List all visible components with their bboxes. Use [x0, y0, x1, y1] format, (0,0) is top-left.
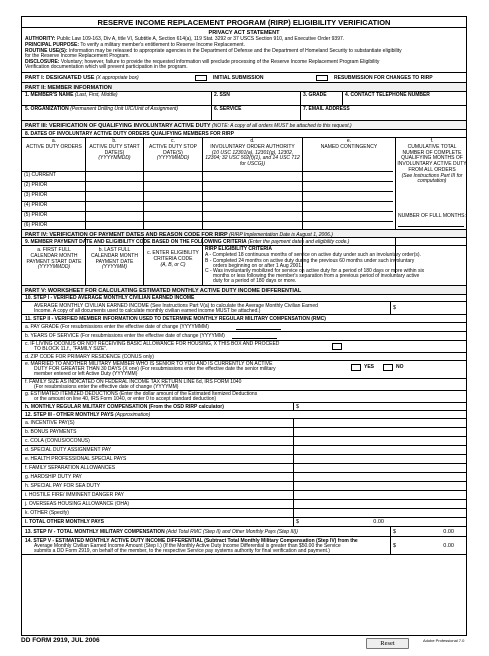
zip-code-label: d. ZIP CODE FOR PRIMARY RESIDENCE (CONUS only)	[25, 353, 154, 360]
deductions-label-2: or the amount on line 40, IRS Form 1040, or enter 0 to accept standard deduction)	[34, 396, 217, 402]
ssn-label: 2. SSN	[214, 92, 230, 98]
step-5-text-1: 14. STEP V - ESTIMATED MONTHLY ACTIVE DUTY INCOME DIFFERENTIAL (Subtract Total Monthly Military Compensation (Step IV) from the	[25, 537, 358, 544]
grade-label: 3. GRADE	[303, 92, 327, 98]
criteria-a: A - Completed 18 continuous months of service on active duty under such an involuntary order(s).	[205, 252, 421, 258]
pay-grade-date-field[interactable]	[236, 325, 281, 330]
criteria-c-line-1: C - Was involuntarily mobilized for service on active duty for a period of 180 days or more within six	[205, 268, 425, 274]
member-info-row-2	[22, 106, 466, 121]
part-3-note: (NOTE: A copy of all orders MUST be attached to this request.)	[211, 123, 352, 129]
col-c-header: c. ACTIVE DUTY STOP DATE(S) (YYYYMMDD)	[149, 138, 197, 162]
part-4-header	[22, 229, 466, 238]
step-2b-row	[22, 332, 466, 341]
initial-submission-checkbox[interactable]	[195, 75, 207, 81]
orders-row-prior: (3) PRIOR	[24, 192, 48, 198]
family-size-label-2: (For resubmissions enter the effective date of change (YYYYMM)	[34, 384, 179, 390]
step-2f-row	[22, 379, 466, 391]
organization-hint: (Permanent Drilling Unit UIC/Unit of Assignment)	[70, 106, 179, 112]
income-differential-field[interactable]: $ 0.00	[390, 537, 466, 554]
criteria-code-header: c. ENTER ELIGIBILITY CRITERIA CODE (A, B, or C)	[147, 250, 199, 268]
other-pay-amount-field[interactable]	[293, 509, 390, 517]
other-pay-amount-field[interactable]	[293, 446, 390, 454]
total-other-pays-field[interactable]: $ 0.00	[293, 518, 390, 526]
part-1-row	[22, 73, 466, 83]
other-pay-row: f. FAMILY SEPARATION ALLOWANCES	[22, 464, 466, 473]
full-months-label: NUMBER OF FULL MONTHS:	[398, 213, 466, 219]
form-title-row	[22, 17, 466, 28]
form-number: DD FORM 2919, JUL 2006	[21, 637, 100, 644]
orders-row-prior: (6) PRIOR	[24, 222, 48, 228]
step-5-row	[22, 537, 466, 555]
step-2h-row	[22, 403, 466, 411]
col-e-header: e. NAMED CONTINGENCY	[320, 138, 378, 150]
disclosure-text-2: Verification documentation which will prevent participation in the program.	[25, 64, 188, 70]
orders-row-prior: (5) PRIOR	[24, 212, 48, 218]
software-label: Adobe Professional 7.0	[423, 638, 465, 643]
orders-row-prior: (4) PRIOR	[24, 202, 48, 208]
other-pay-row: e. HEALTH PROFESSIONAL SPECIAL PAYS	[22, 455, 466, 464]
other-pay-amount-field[interactable]	[293, 464, 390, 472]
other-pay-row: d. SPECIAL DUTY ASSIGNMENT PAY	[22, 446, 466, 455]
part-5-label: PART V: WORKSHEET FOR CALCULATING ESTIMATED MONTHLY ACTIVE DUTY INCOME DIFFERENTIAL	[25, 288, 302, 294]
other-pay-amount-field[interactable]	[293, 500, 390, 508]
other-pay-amount-field[interactable]	[293, 482, 390, 490]
block-8-title: 8. DATES OF INVOLUNTARY ACTIVE DUTY ORDERS QUALIFYING MEMBERS FOR RIRP	[25, 130, 234, 137]
part-4-label: PART IV: VERIFICATION OF PAYMENT DATES AND REASON CODE FOR RIRP	[25, 232, 228, 238]
other-pay-amount-field[interactable]	[293, 419, 390, 427]
oconus-checkbox[interactable]	[332, 343, 342, 350]
oconus-label-2: TO BLOCK 11.f., "FAMILY SIZE".	[34, 346, 108, 352]
step-3-hint: (Approximation)	[114, 411, 151, 418]
civilian-income-field[interactable]: $	[390, 302, 466, 314]
col-f-header: f. CUMULATIVE TOTAL NUMBER OF COMPLETE QUALIFYING MONTHS OF INVOLUNTARY ACTIVE DUTY FROM ALL ORDERS (See Instructions Part III for computation)	[397, 138, 467, 185]
total-other-pays-label: l. TOTAL OTHER MONTHLY PAYS	[25, 519, 104, 525]
dd-form-2919	[21, 16, 467, 636]
family-size-label-1: f. FAMILY SIZE AS INDICATED ON FEDERAL INCOME TAX RETURN LINE 6d, IRS FORM 1040	[25, 379, 242, 385]
part-5-header	[22, 286, 466, 295]
other-pay-row: i. HOSTILE FIRE/ IMMINENT DANGER PAY	[22, 491, 466, 500]
other-pay-row: h. SPECIAL PAY FOR SEA DUTY	[22, 482, 466, 491]
other-pay-row: b. BONUS PAYMENTS	[22, 428, 466, 437]
years-service-label: b. YEARS OF SERVICE (For resubmissions enter the effective date of change (YYYYMM)	[25, 333, 225, 339]
part-1-hint: (X appropriate box)	[95, 75, 139, 81]
criteria-b-line-2: orders beginning on or after 1 Aug 2001.	[213, 262, 303, 269]
step-1-title: 10. STEP I - VERIFIED AVERAGE MONTHLY CIVILIAN EARNED INCOME	[25, 295, 195, 301]
privacy-act-section	[22, 28, 466, 73]
telephone-label: 4. CONTACT TELEPHONE NUMBER	[345, 92, 430, 98]
married-label-1: e. MARRIED TO ANOTHER MILITARY MEMBER WHO IS SENIOR TO YOU AND IS CURRENTLY ON ACTIVE	[25, 361, 273, 367]
routine-text-1: Information may be released to appropriate agencies in the Department of Defense and the Department of Homeland Security to substantiate eligibility	[68, 48, 402, 54]
part-3-label: PART III: VERIFICATION OF QUALIFYING INVOLUNTARY ACTIVE DUTY	[25, 123, 211, 129]
payment-start-header: a. FIRST FULL CALENDAR MONTH PAYMENT START DATE (YYYYMMDD)	[26, 247, 82, 271]
criteria-c-line-2: months or less following the member's separation from a previous period of involuntary active	[213, 273, 420, 279]
total-other-pays-value: 0.00	[373, 518, 384, 525]
member-name-hint: (Last, First, Middle)	[74, 92, 118, 98]
resubmission-checkbox[interactable]	[316, 75, 328, 81]
step-2a-row	[22, 323, 466, 332]
married-no-label: NO	[396, 364, 404, 370]
married-label-2: DUTY FOR GREATER THAN 30 DAYS (X one) (For resubmissions enter the effective date the senior military	[34, 366, 276, 372]
rmc-label: h. MONTHLY REGULAR MILITARY COMPENSATION (From the OSD RIRP calculator)	[25, 403, 224, 410]
privacy-heading: PRIVACY ACT STATEMENT	[208, 30, 280, 36]
other-pay-row: k. OTHER (Specify)	[22, 509, 466, 518]
step-1-title-row	[22, 295, 466, 302]
other-pay-amount-field[interactable]	[293, 455, 390, 463]
criteria-c-line-3: duty for a period of 180 days or more.	[213, 278, 297, 284]
other-pay-row: j. OVERSEAS HOUSING ALLOWANCE (OHA)	[22, 500, 466, 509]
step-2d-row	[22, 353, 466, 361]
col-d-header: d. INVOLUNTARY ORDER AUTHORITY (10 USC 12301(a), 12301(g), 12302, 12304; 32 USC 502(f)(1), and 14 USC 712 for USCG))	[205, 138, 300, 167]
rmc-field[interactable]: $	[293, 403, 390, 410]
total-military-compensation-field[interactable]: $ 0.00	[390, 527, 466, 536]
resubmission-label: RESUBMISSION FOR CHANGES TO RIRP	[334, 74, 433, 81]
authority-label: AUTHORITY:	[25, 36, 56, 42]
step-3-title: 12. STEP III - OTHER MONTHLY PAYS	[25, 411, 114, 418]
step-5-text-2: Average Monthly Civilian Earned Income Amount (Step I.) (If the Monthly Active Duty Income Differential is greater than $50.00 the Service	[34, 542, 341, 549]
orders-row-prior: (2) PRIOR	[24, 182, 48, 188]
part-3-header	[22, 121, 466, 130]
block-8-title-row	[22, 130, 466, 138]
disclosure-text-1: Voluntary; however, failure to provide the requested information will preclude processing of the Reserve Income Replacement Program Eligibility	[60, 59, 380, 65]
married-yes-checkbox[interactable]	[351, 364, 361, 371]
disclosure-label: DISCLOSURE:	[25, 59, 60, 65]
years-service-date-field[interactable]	[232, 334, 277, 339]
total-other-pays-row	[22, 518, 466, 527]
member-info-row-1	[22, 92, 466, 106]
routine-text-2: for the Reserve Income Replacement Program.	[25, 53, 130, 59]
payment-last-header: b. LAST FULL CALENDAR MONTH PAYMENT DATE (YYYYMM)	[91, 247, 138, 271]
step-1-text-2: Income. A copy of all documents used to calculate monthly civilian earned income MUST be attached.)	[34, 307, 261, 314]
step-2e-row	[22, 361, 466, 379]
orders-row-current: (1) CURRENT	[24, 172, 56, 178]
step-4-row	[22, 527, 466, 537]
organization-label: 5. ORGANIZATION	[25, 106, 69, 112]
pay-grade-label: a. PAY GRADE (For resubmissions enter the effective date of change (YYYYMMM)	[25, 324, 209, 330]
step-4-title: 13. STEP IV - TOTAL MONTHLY MILITARY COMPENSATION	[25, 528, 165, 535]
total-military-compensation-value: 0.00	[443, 528, 454, 535]
criteria-b-line-1: B - Completed 24 months on active duty during the previous 60 months under such involuntary	[205, 257, 415, 264]
other-pay-amount-field[interactable]	[293, 428, 390, 436]
part-1-label: PART I: DESIGNATED USE	[25, 75, 95, 81]
block-9-hint: (Enter the payment dates and eligibility code.)	[247, 238, 350, 245]
form-title: RESERVE INCOME REPLACEMENT PROGRAM (RIRP) ELIGIBILITY VERIFICATION	[97, 18, 391, 27]
step-2g-row	[22, 391, 466, 403]
step-2-title: 11. STEP II - VERIFIED MEMBER INFORMATION USED TO DETERMINE MONTHLY REGULAR MILITARY COMPENSATION (RMC)	[25, 315, 326, 322]
deductions-label-1: g. ESTIMATED ITEMIZED DEDUCTIONS (Enter the dollar amount of the Estimated Itemized Deductions	[25, 391, 258, 397]
step-1-row	[22, 302, 466, 315]
other-pay-row: c. COLA (CONUS/OCONUS)	[22, 437, 466, 446]
married-no-checkbox[interactable]	[383, 364, 393, 371]
block-9-title-row	[22, 238, 466, 246]
married-yes-label: YES	[364, 364, 375, 370]
service-label: 6. SERVICE	[214, 106, 242, 112]
principal-text: To verify a military member's entitlement to Reserve Income Replacement.	[80, 42, 245, 48]
part-2-label: PART II: MEMBER INFORMATION	[25, 85, 112, 91]
other-pay-row: g. HARDSHIP DUTY PAY	[22, 473, 466, 482]
initial-submission-label: INITIAL SUBMISSION	[213, 74, 264, 81]
col-a-header: a. ACTIVE DUTY ORDERS	[26, 138, 82, 150]
principal-label: PRINCIPAL PURPOSE:	[25, 42, 79, 48]
other-pay-row: a. INCENTIVE PAY(S)	[22, 419, 466, 428]
col-b-header: b. ACTIVE DUTY START DATE(S) (YYYYMMDD)	[89, 138, 140, 162]
step-3-title-row	[22, 411, 466, 419]
step-2c-row	[22, 341, 466, 353]
reset-button[interactable]: Reset	[366, 638, 409, 649]
oconus-label-1: c. IF LIVING OCONUS OR NOT RECEIVING BASIC ALLOWANCE FOR HOUSING, X THIS BOX AND PROCEED	[25, 341, 280, 347]
other-pay-amount-field[interactable]	[293, 491, 390, 499]
criteria-title: RIRP ELIGIBILITY CRITERIA	[205, 246, 273, 252]
block-9-title: 9. MEMBER PAYMENT DATE AND ELIGIBILITY CODE BASED ON THE FOLLOWING CRITERIA	[25, 238, 247, 245]
step-2-title-row	[22, 315, 466, 323]
other-pay-amount-field[interactable]	[293, 473, 390, 481]
step-4-hint: (Add Total RMC (Step II) and Other Monthly Pays (Step III))	[166, 528, 298, 535]
step-1-text-1: AVERAGE MONTHLY CIVILIAN EARNED INCOME (See Instructions Part V(a) to calculate the Average Monthly Civilian Earned	[34, 302, 318, 309]
authority-text: Public Law 109-163, Div A, title VI, Subtitle A, Section 614(a), 119 Stat. 3292 or 37 USCS Section 910, and Executive Order 9397.	[56, 36, 345, 42]
payment-dates-row	[22, 246, 466, 286]
married-label-3: member entered or left Active Duty (YYYYMM)	[34, 371, 138, 377]
step-5-text-3: submits a DD Form 2919, on behalf of the member, to the respective Service pay systems authority for final verification and payment.)	[34, 547, 330, 554]
other-pay-amount-field[interactable]	[293, 437, 390, 445]
income-differential-value: 0.00	[443, 542, 454, 549]
part-2-header	[22, 83, 466, 92]
full-months-field[interactable]	[398, 226, 464, 227]
part-4-note: (RIRP Implementation Date is August 1, 2006.)	[229, 232, 333, 238]
routine-label: ROUTINE USE(S):	[25, 48, 68, 54]
member-name-label: 1. MEMBER'S NAME	[25, 92, 74, 98]
email-label: 7. EMAIL ADDRESS	[303, 106, 350, 112]
